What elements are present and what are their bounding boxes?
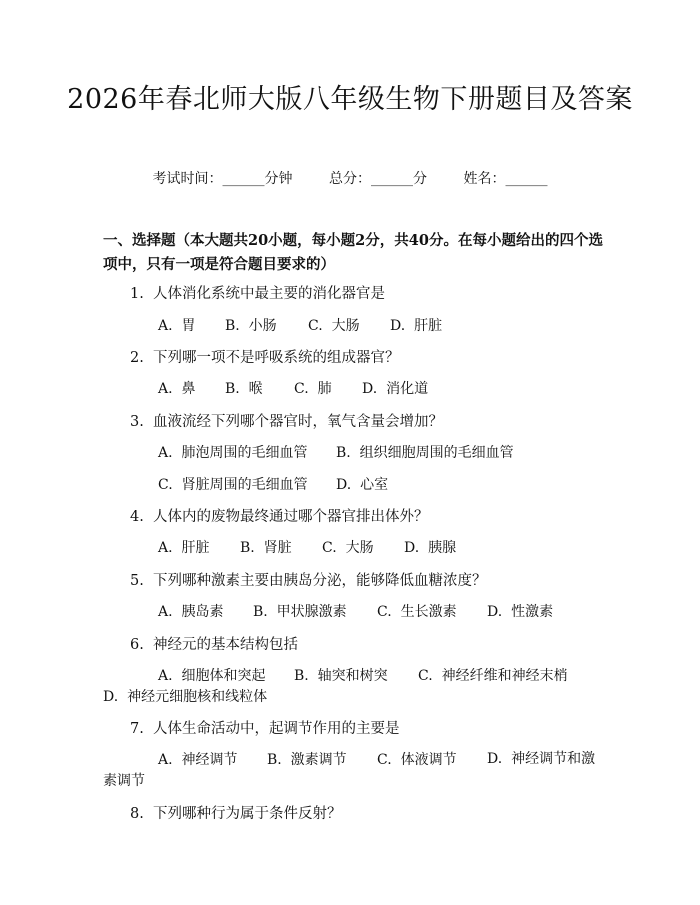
option-d: D. 性激素 (487, 604, 554, 620)
option-b: B. 组织细胞周围的毛细血管 (336, 445, 514, 461)
option-a: A. 胃 (158, 318, 196, 334)
option-a: A. 细胞体和突起 (158, 668, 266, 684)
question-stem: 2. 下列哪一项不是呼吸系统的组成器官？ (130, 350, 400, 366)
total-score-field: 总分：______分 (329, 171, 427, 187)
option-d: D. 消化道 (362, 381, 429, 397)
option-a: A. 鼻 (158, 381, 196, 397)
question-stem: 3. 血液流经下列哪个器官时，氧气含量会增加？ (130, 414, 444, 430)
option-b: B. 甲状腺激素 (253, 604, 347, 620)
option-a: A. 胰岛素 (158, 604, 224, 620)
exam-info-line (0, 168, 700, 188)
option-a: A. 肺泡周围的毛细血管 (158, 445, 308, 461)
option-c: C. 大肠 (322, 540, 374, 556)
question-stem: 5. 下列哪种激素主要由胰岛分泌，能够降低血糖浓度？ (130, 573, 487, 589)
student-name-field: 姓名：______ (463, 171, 548, 187)
option-c: C. 肾脏周围的毛细血管 (158, 477, 308, 493)
option-d: D. 神经元细胞核和线粒体 (103, 689, 268, 705)
option-b: B. 轴突和树突 (294, 668, 388, 684)
question-stem: 1. 人体消化系统中最主要的消化器官是 (130, 286, 386, 302)
option-a: A. 肝脏 (158, 540, 210, 556)
option-a: A. 神经调节 (158, 752, 238, 768)
exam-time-field: 考试时间：______分钟 (152, 171, 293, 187)
option-b: B. 激素调节 (267, 752, 347, 768)
question-stem: 6. 神经元的基本结构包括 (130, 637, 299, 653)
question-stem: 7. 人体生命活动中，起调节作用的主要是 (130, 721, 400, 737)
question-stem: 8. 下列哪种行为属于条件反射？ (130, 806, 342, 822)
option-c: C. 肺 (294, 381, 332, 397)
option-c: C. 神经纤维和神经末梢 (418, 668, 568, 684)
question-stem: 4. 人体内的废物最终通过哪个器官排出体外？ (130, 509, 429, 525)
option-c: C. 体液调节 (377, 752, 457, 768)
option-c: C. 生长激素 (377, 604, 457, 620)
option-c: C. 大肠 (308, 318, 360, 334)
option-d: D. 肝脏 (390, 318, 443, 334)
option-d: D. 心室 (336, 477, 389, 493)
option-b: B. 肾脏 (240, 540, 292, 556)
option-d-line-1: D. 神经调节和激 (487, 751, 596, 767)
option-d-line-2: 素调节 (103, 773, 145, 789)
section-heading: 一、选择题（本大题共20小题，每小题2分，共40分。在每小题给出的四个选项中，只有一项是符合题目要求的） (103, 232, 603, 273)
option-d: D. 胰腺 (404, 540, 457, 556)
document-title: 2026年春北师大版八年级生物下册题目及答案 (67, 84, 633, 115)
option-b: B. 喉 (225, 381, 263, 397)
option-b: B. 小肠 (225, 318, 277, 334)
